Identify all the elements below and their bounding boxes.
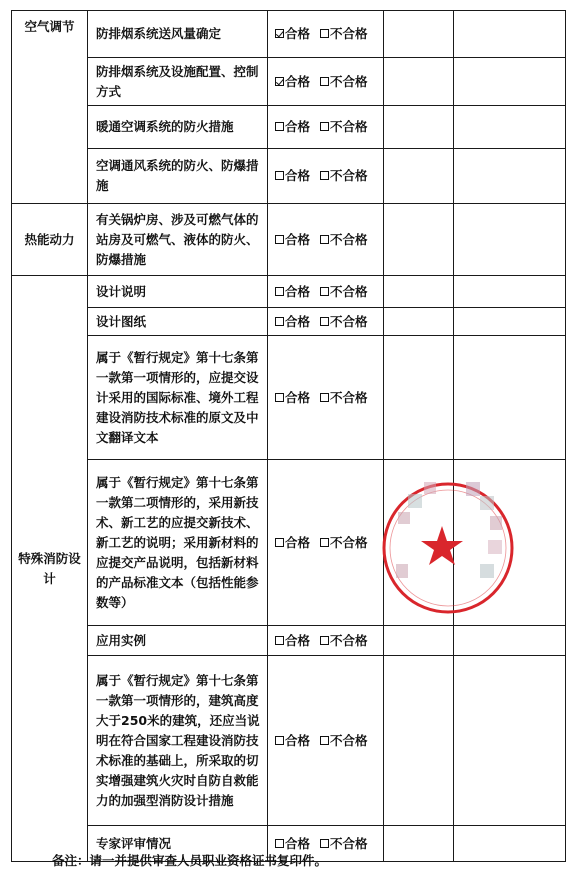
table-row <box>12 308 566 336</box>
pass-option[interactable]: 合格 <box>275 230 310 250</box>
fire-design-review-table <box>11 10 566 862</box>
item-cell: 暖通空调系统的防火措施 <box>88 106 268 149</box>
table-row <box>12 460 566 626</box>
check-cell <box>268 626 384 656</box>
checkbox-pass[interactable] <box>275 235 284 244</box>
item-cell: 防排烟系统及设施配置、控制方式 <box>88 58 268 106</box>
fail-option[interactable]: 不合格 <box>320 166 368 186</box>
table-row <box>12 106 566 149</box>
checkbox-fail[interactable] <box>320 287 329 296</box>
blank-cell <box>384 58 454 106</box>
check-cell <box>268 336 384 460</box>
checkbox-pass[interactable] <box>275 538 284 547</box>
blank-cell <box>384 276 454 308</box>
table-row <box>12 656 566 826</box>
checkbox-fail[interactable] <box>320 636 329 645</box>
checkbox-pass[interactable] <box>275 636 284 645</box>
pass-option[interactable]: 合格 <box>275 731 310 751</box>
pass-option[interactable]: 合格 <box>275 388 310 408</box>
fail-option[interactable]: 不合格 <box>320 72 368 92</box>
table-row <box>12 149 566 204</box>
item-cell: 有关锅炉房、涉及可燃气体的站房及可燃气、液体的防火、防爆措施 <box>88 204 268 276</box>
checkbox-fail[interactable] <box>320 171 329 180</box>
fail-option[interactable]: 不合格 <box>320 533 368 553</box>
check-cell <box>268 149 384 204</box>
checkbox-fail[interactable] <box>320 393 329 402</box>
checkbox-pass[interactable] <box>275 171 284 180</box>
checkbox-pass[interactable] <box>275 29 284 38</box>
pass-option[interactable]: 合格 <box>275 282 310 302</box>
check-cell <box>268 204 384 276</box>
item-cell: 设计说明 <box>88 276 268 308</box>
pass-option[interactable]: 合格 <box>275 312 310 332</box>
blank-cell <box>384 11 454 58</box>
fail-option[interactable]: 不合格 <box>320 631 368 651</box>
checkbox-pass[interactable] <box>275 317 284 326</box>
table-row <box>12 58 566 106</box>
blank-cell <box>454 336 566 460</box>
pass-option[interactable]: 合格 <box>275 631 310 651</box>
checkbox-pass[interactable] <box>275 122 284 131</box>
blank-cell <box>454 826 566 862</box>
check-cell <box>268 460 384 626</box>
item-cell: 属于《暂行规定》第十七条第一款第一项情形的，应提交设计采用的国际标准、境外工程建设消防技术标准的原文及中文翻译文本 <box>88 336 268 460</box>
item-cell: 防排烟系统送风量确定 <box>88 11 268 58</box>
blank-cell <box>454 106 566 149</box>
checkbox-fail[interactable] <box>320 538 329 547</box>
pass-option[interactable]: 合格 <box>275 166 310 186</box>
checkbox-pass[interactable] <box>275 77 284 86</box>
checkbox-fail[interactable] <box>320 736 329 745</box>
check-cell <box>268 276 384 308</box>
checkbox-fail[interactable] <box>320 122 329 131</box>
pass-option[interactable]: 合格 <box>275 533 310 553</box>
checkbox-pass[interactable] <box>275 393 284 402</box>
blank-cell <box>454 460 566 626</box>
fail-option[interactable]: 不合格 <box>320 834 368 854</box>
check-cell <box>268 11 384 58</box>
category-cell: 热能动力 <box>12 204 88 276</box>
item-cell: 应用实例 <box>88 626 268 656</box>
blank-cell <box>384 336 454 460</box>
blank-cell <box>454 149 566 204</box>
category-cell: 空气调节 <box>12 11 88 204</box>
checkbox-pass[interactable] <box>275 839 284 848</box>
checkbox-fail[interactable] <box>320 77 329 86</box>
blank-cell <box>454 11 566 58</box>
blank-cell <box>384 308 454 336</box>
blank-cell <box>454 626 566 656</box>
pass-option[interactable]: 合格 <box>275 834 310 854</box>
blank-cell <box>384 106 454 149</box>
blank-cell <box>454 308 566 336</box>
item-cell: 空调通风系统的防火、防爆措施 <box>88 149 268 204</box>
blank-cell <box>454 276 566 308</box>
fail-option[interactable]: 不合格 <box>320 24 368 44</box>
fail-option[interactable]: 不合格 <box>320 230 368 250</box>
pass-option[interactable]: 合格 <box>275 117 310 137</box>
checkbox-fail[interactable] <box>320 29 329 38</box>
fail-option[interactable]: 不合格 <box>320 117 368 137</box>
table-row <box>12 11 566 58</box>
fail-option[interactable]: 不合格 <box>320 731 368 751</box>
check-cell <box>268 106 384 149</box>
checkbox-fail[interactable] <box>320 317 329 326</box>
check-cell <box>268 308 384 336</box>
blank-cell <box>454 656 566 826</box>
fail-option[interactable]: 不合格 <box>320 388 368 408</box>
item-cell: 属于《暂行规定》第十七条第一款第一项情形的，建筑高度大于250米的建筑，还应当说明在符合国家工程建设消防技术标准的基础上，所采取的切实增强建筑火灾时自防自救能力的加强型消防设计措施 <box>88 656 268 826</box>
blank-cell <box>384 826 454 862</box>
check-cell <box>268 656 384 826</box>
check-cell <box>268 58 384 106</box>
blank-cell <box>454 58 566 106</box>
table-row <box>12 336 566 460</box>
checkbox-pass[interactable] <box>275 736 284 745</box>
blank-cell <box>384 204 454 276</box>
blank-cell <box>454 204 566 276</box>
fail-option[interactable]: 不合格 <box>320 282 368 302</box>
checkbox-fail[interactable] <box>320 235 329 244</box>
item-cell: 专家评审情况 <box>88 826 268 862</box>
blank-cell <box>384 626 454 656</box>
table-row <box>12 626 566 656</box>
footnote: 备注：请一并提供审查人员职业资格证书复印件。 <box>52 853 328 868</box>
checkbox-pass[interactable] <box>275 287 284 296</box>
category-cell: 特殊消防设计 <box>12 276 88 862</box>
item-cell: 设计图纸 <box>88 308 268 336</box>
blank-cell <box>384 656 454 826</box>
checkbox-fail[interactable] <box>320 839 329 848</box>
table-row <box>12 276 566 308</box>
table-row <box>12 204 566 276</box>
blank-cell <box>384 149 454 204</box>
pass-option[interactable]: 合格 <box>275 72 310 92</box>
item-cell: 属于《暂行规定》第十七条第一款第二项情形的，采用新技术、新工艺的应提交新技术、新工艺的说明；采用新材料的应提交产品说明，包括新材料的产品标准文本（包括性能参数等） <box>88 460 268 626</box>
fail-option[interactable]: 不合格 <box>320 312 368 332</box>
blank-cell <box>384 460 454 626</box>
pass-option[interactable]: 合格 <box>275 24 310 44</box>
